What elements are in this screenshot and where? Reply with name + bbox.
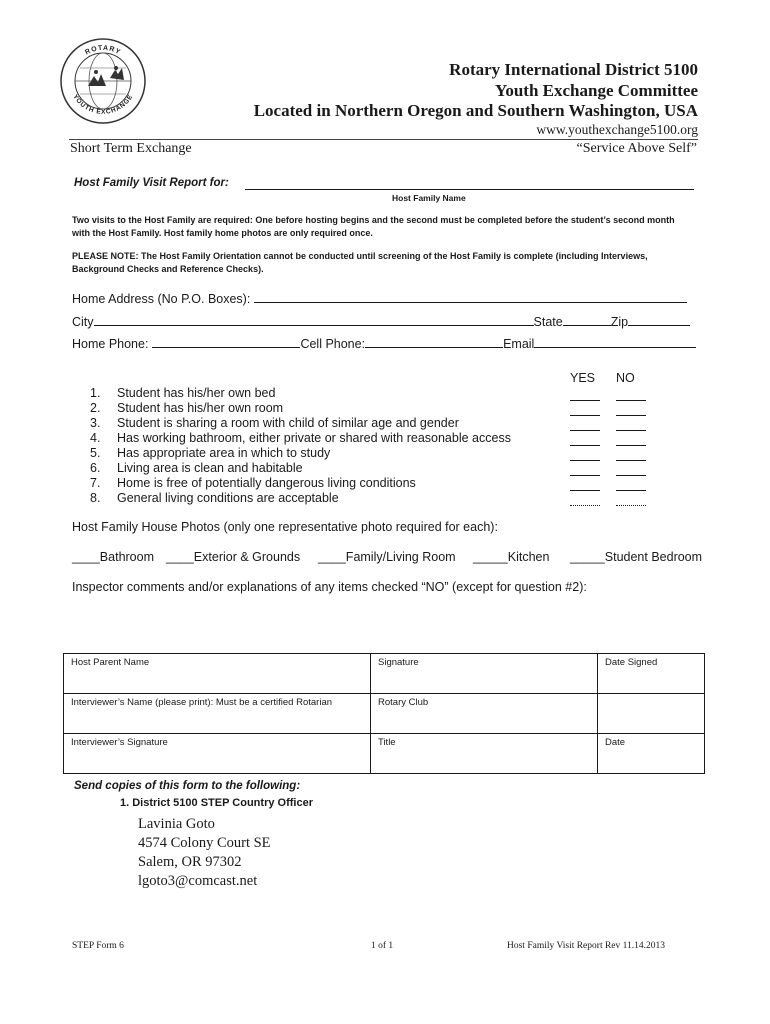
no-blank[interactable] [616,504,646,506]
photo-kitchen[interactable]: _____Kitchen [473,550,550,564]
table-row [64,654,705,694]
visits-note: Two visits to the Host Family are required: One before hosting begins and the second must be completed before the student’s second month with the Host Family. Host family home photos are only required once. [72,215,675,238]
photo-family-room[interactable]: ____Family/Living Room [318,550,456,564]
checklist-item: 7. Home is free of potentially dangerous living conditions [90,476,416,490]
interviewer-name-cell[interactable]: Interviewer’s Name (please print): Must be a certified Rotarian [64,694,371,734]
no-blank[interactable] [616,444,646,446]
zip-input[interactable] [628,312,690,326]
home-address-row [72,289,687,306]
city-label: City [72,315,94,329]
checklist-item: 1. Student has his/her own bed [90,386,276,400]
state-label: State [533,315,563,329]
footer-revision: Host Family Visit Report Rev 11.14.2013 [507,941,666,951]
cell-phone-input[interactable] [365,334,503,348]
inspector-comments-label: Inspector comments and/or explanations of any items checked “NO” (except for question #2): [72,580,587,594]
checklist-item: 3. Student is sharing a room with child of similar age and gender [90,416,459,430]
zip-label: Zip [610,315,629,329]
home-address-label: Home Address (No P.O. Boxes): [72,292,251,306]
contact-name: Lavinia Goto [138,816,215,832]
yes-blank[interactable] [570,444,600,446]
short-term-exchange-label: Short Term Exchange [70,141,192,156]
header-committee: Youth Exchange Committee [494,81,698,100]
state-input[interactable] [563,312,611,326]
home-phone-label: Home Phone: [72,337,149,351]
header-location: Located in Northern Oregon and Southern Washington, USA [253,101,698,120]
please-note: PLEASE NOTE: The Host Family Orientation cannot be conducted until screening of the Host Family is complete (including Interviews, Background Checks and Reference Checks). [72,251,648,274]
send-copies-heading: Send copies of this form to the following: [74,780,301,792]
yes-blank[interactable] [570,504,600,506]
no-blank[interactable] [616,489,646,491]
photo-bathroom[interactable]: ____Bathroom [72,550,155,564]
photo-exterior[interactable]: ____Exterior & Grounds [166,550,301,564]
checklist-item: 6. Living area is clean and habitable [90,461,303,475]
yes-blank[interactable] [570,489,600,491]
host-parent-name-cell[interactable]: Host Parent Name [64,654,371,694]
rotary-logo [58,36,148,126]
home-phone-input[interactable] [152,334,300,348]
checklist-item: 4. Has working bathroom, either private or shared with reasonable access [90,431,511,445]
signature-cell[interactable]: Signature [371,654,598,694]
date-cell[interactable]: Date [598,734,705,774]
send-item-1: 1. District 5100 STEP Country Officer [120,797,313,809]
yes-blank[interactable] [570,414,600,416]
svg-text:YOUTH EXCHANGE [71,93,134,115]
footer-page-number: 1 of 1 [371,941,394,951]
table-row [64,734,705,774]
no-blank[interactable] [616,459,646,461]
photos-heading: Host Family House Photos (only one representative photo required for each): [72,520,498,534]
table-row [64,694,705,734]
city-row [72,312,690,329]
no-blank[interactable] [616,414,646,416]
yes-column-header: YES [570,371,596,385]
yes-blank[interactable] [570,399,600,401]
interviewer-signature-cell[interactable]: Interviewer’s Signature [64,734,371,774]
no-blank[interactable] [616,429,646,431]
contact-city: Salem, OR 97302 [138,854,242,870]
host-family-name-field[interactable] [245,189,694,190]
signature-table [63,653,705,774]
photo-student-bedroom[interactable]: _____Student Bedroom [570,550,703,564]
no-blank[interactable] [616,399,646,401]
yes-blank[interactable] [570,429,600,431]
contact-email[interactable]: lgoto3@comcast.net [138,873,258,889]
checklist-item: 5. Has appropriate area in which to study [90,446,331,460]
header-district: Rotary International District 5100 [449,60,698,79]
phone-row [72,334,696,351]
checklist-item: 8. General living conditions are acceptable [90,491,339,505]
city-input[interactable] [94,312,534,326]
home-address-input[interactable] [254,289,687,303]
logo-top-text: ROTARY [84,44,122,57]
yes-blank[interactable] [570,474,600,476]
yes-blank[interactable] [570,459,600,461]
cell-phone-label: Cell Phone: [300,337,366,351]
header-divider [69,139,698,140]
host-family-name-caption: Host Family Name [392,193,466,203]
email-input[interactable] [534,334,696,348]
header-website: www.youthexchange5100.org [536,122,698,137]
rotary-club-cell[interactable]: Rotary Club [371,694,598,734]
no-blank[interactable] [616,474,646,476]
motto: “Service Above Self” [576,141,697,156]
footer-form-id: STEP Form 6 [72,941,124,951]
title-cell[interactable]: Title [371,734,598,774]
checklist-item: 2. Student has his/her own room [90,401,284,415]
contact-street: 4574 Colony Court SE [138,835,271,851]
email-label: Email [503,337,535,351]
svg-text:ROTARY [84,45,122,57]
date-signed-cell[interactable]: Date Signed [598,654,705,694]
no-column-header: NO [616,371,635,385]
report-title: Host Family Visit Report for: [74,177,229,189]
blank-cell[interactable] [598,694,705,734]
logo-bottom-text: YOUTH EXCHANGE [71,93,135,116]
